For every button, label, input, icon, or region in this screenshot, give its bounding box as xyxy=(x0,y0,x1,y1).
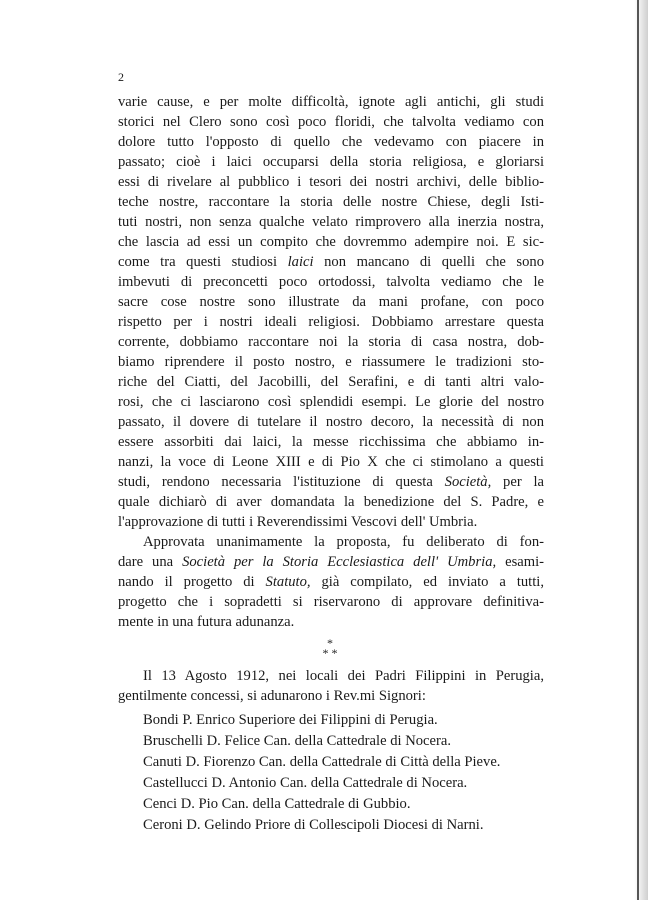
text-segment: dare una xyxy=(118,554,174,570)
text-segment: per la xyxy=(503,474,544,490)
separator-star: * xyxy=(327,636,333,650)
text-line: quale dichiarò di aver domandata la benedizione del S. Padre, e xyxy=(118,494,544,510)
text-line: Approvata unanimamente la proposta, fu deliberato di fon- xyxy=(143,534,544,550)
text-line: dolore tutto l'opposto di quello che vedevamo con piacere in xyxy=(118,134,544,150)
text-line: teche nostre, raccontare la storia delle nostre Chiese, degli Isti- xyxy=(118,194,544,210)
italic-term: laici xyxy=(287,254,314,270)
text-segment: come tra questi studiosi xyxy=(118,254,278,270)
text-segment: nando il progetto di xyxy=(118,574,255,590)
text-line: essi di rivelare al pubblico i tesori dei nostri archivi, delle biblio- xyxy=(118,174,544,190)
list-item: Cenci D. Pio Can. della Cattedrale di Gubbio. xyxy=(143,796,411,812)
text-line: tuti nostri, non senza qualche velato rimprovero alla inerzia nostra, xyxy=(118,214,544,230)
scan-binding-line xyxy=(637,0,639,900)
text-line: riche del Ciatti, del Jacobilli, del Serafini, e di tanti altri valo- xyxy=(118,374,544,390)
text-line: che lascia ad essi un compito che dovremmo adempire noi. E sic- xyxy=(118,234,544,250)
text-line: corrente, dobbiamo raccontare noi la storia di casa nostra, dob- xyxy=(118,334,544,350)
text-line: biamo riprendere il posto nostro, e riassumere le tradizioni sto- xyxy=(118,354,544,370)
text-line: passato; cioè i laici occuparsi della storia religiosa, e gloriarsi xyxy=(118,154,544,170)
text-line: rosi, che ci lasciarono così splendidi esempi. Le glorie del nostro xyxy=(118,394,544,410)
list-item: Bruschelli D. Felice Can. della Cattedrale di Nocera. xyxy=(143,733,451,749)
text-line: passato, il dovere di tutelare il nostro decoro, la necessità di non xyxy=(118,414,544,430)
list-item: Ceroni D. Gelindo Priore di Collescipoli Diocesi di Narni. xyxy=(143,817,484,833)
text-line xyxy=(118,572,544,592)
section-separator xyxy=(300,638,360,658)
list-item: Bondi P. Enrico Superiore dei Filippini di Perugia. xyxy=(143,712,438,728)
text-line: essere assorbiti dai laici, la messe ricchissima che abbiamo in- xyxy=(118,434,544,450)
page-number: 2 xyxy=(118,70,124,84)
text-line: l'approvazione di tutti i Reverendissimi Vescovi dell' Umbria. xyxy=(118,514,478,530)
text-line: varie cause, e per molte difficoltà, ignote agli antichi, gli studi xyxy=(118,94,544,110)
text-line xyxy=(118,252,544,272)
text-line xyxy=(118,472,544,492)
separator-stars: * * xyxy=(322,646,338,660)
text-line: progetto che i sopradetti si riservarono di approvare definitiva- xyxy=(118,594,544,610)
text-segment: non mancano di quelli che sono xyxy=(324,254,544,270)
list-item: Castellucci D. Antonio Can. della Cattedrale di Nocera. xyxy=(143,775,468,791)
text-line: nanzi, la voce di Leone XIII e di Pio X che ci stimolano a questi xyxy=(118,454,544,470)
text-line: imbevuti di preconcetti poco ortodossi, talvolta vediamo che le xyxy=(118,274,544,290)
italic-term: Statuto, xyxy=(265,574,311,590)
text-line xyxy=(118,552,544,572)
italic-term: Società, xyxy=(444,474,492,490)
list-item: Canuti D. Fiorenzo Can. della Cattedrale di Città della Pieve. xyxy=(143,754,501,770)
text-segment: studi, rendono necessaria l'istituzione di questa xyxy=(118,474,433,490)
text-line: sacre cose nostre sono illustrate da mani profane, con poco xyxy=(118,294,544,310)
text-line: rispetto per i nostri ideali religiosi. Dobbiamo arrestare questa xyxy=(118,314,544,330)
text-line: gentilmente concessi, si adunarono i Rev.mi Signori: xyxy=(118,688,426,704)
text-line: Il 13 Agosto 1912, nei locali dei Padri Filippini in Perugia, xyxy=(143,668,544,684)
society-name: Società per la Storia Ecclesiastica dell' Umbria, xyxy=(182,554,497,570)
text-line: mente in una futura adunanza. xyxy=(118,614,295,630)
text-segment: già compilato, ed inviato a tutti, xyxy=(321,574,544,590)
text-segment: esami- xyxy=(505,554,544,570)
text-line: storici nel Clero sono così poco floridi, che talvolta vediamo con xyxy=(118,114,544,130)
